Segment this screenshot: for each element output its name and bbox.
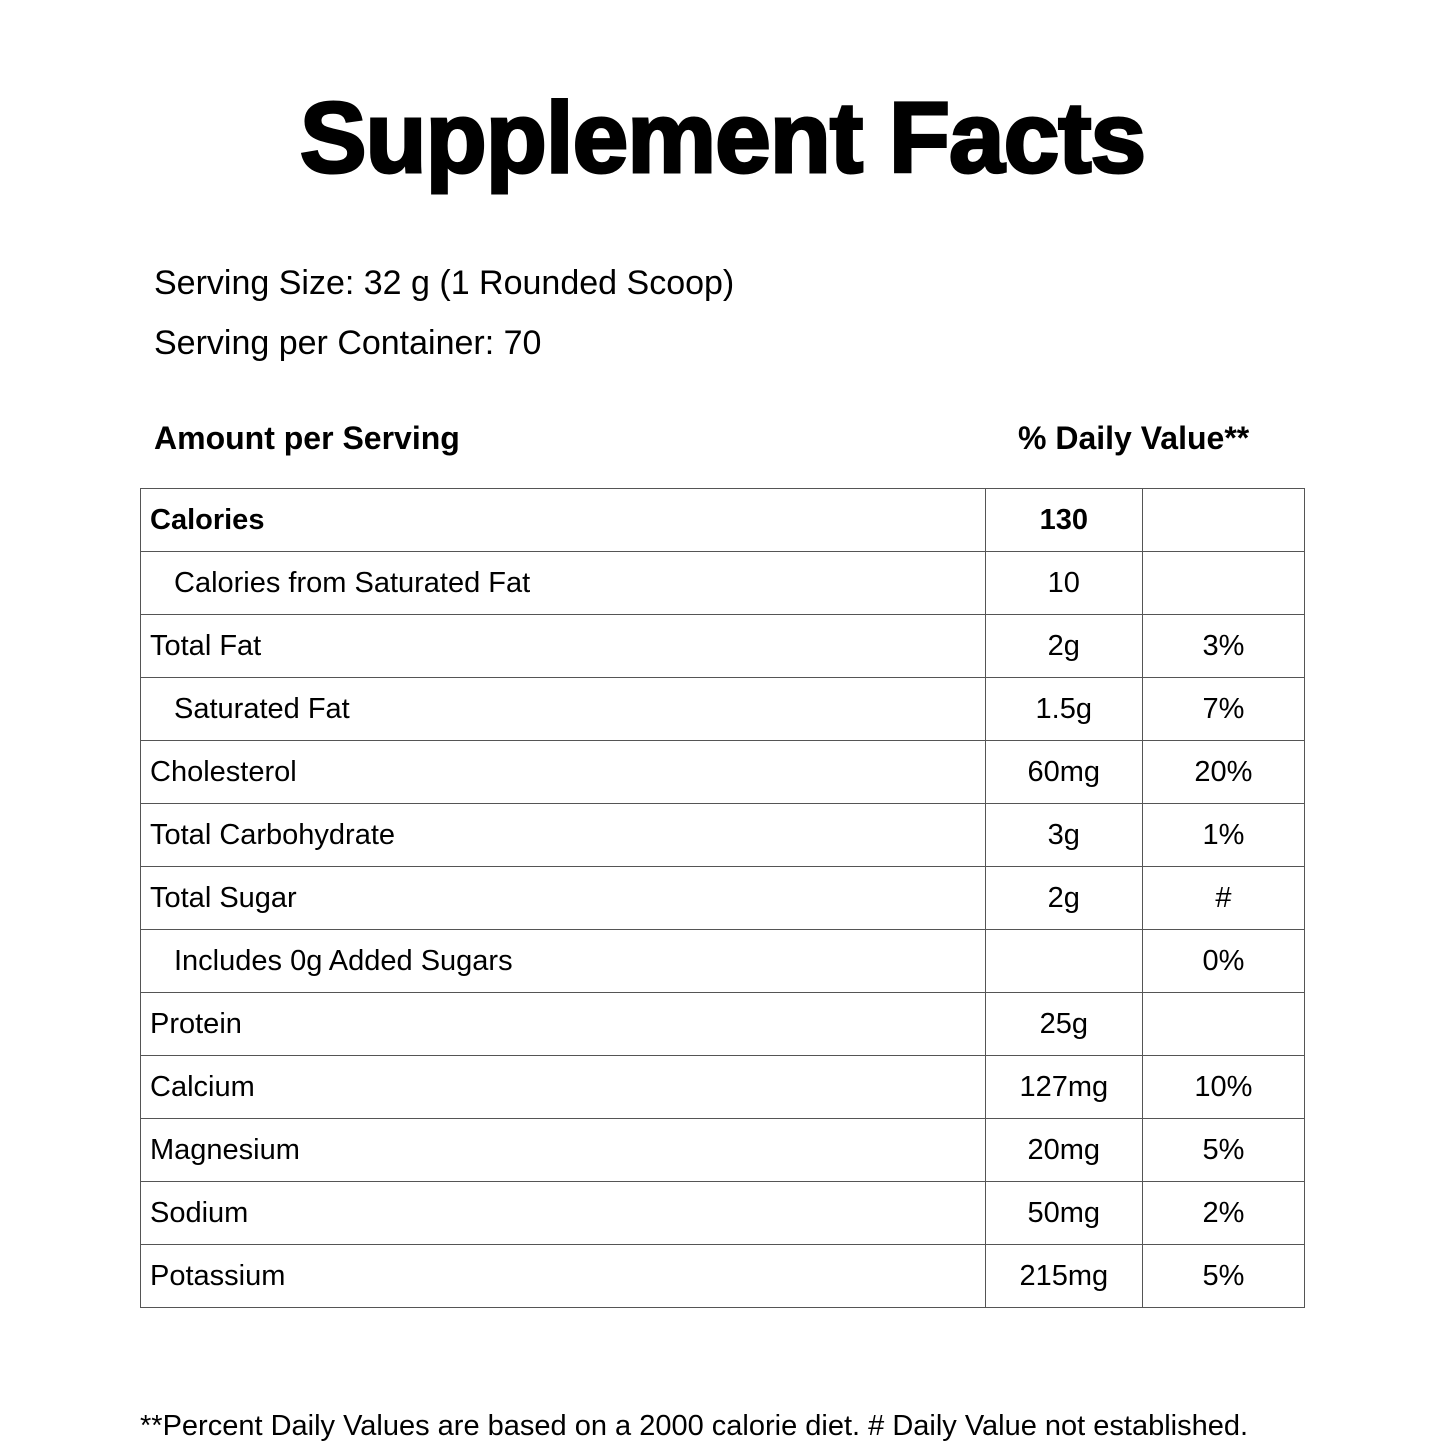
table-row xyxy=(141,804,1305,867)
nutrient-daily-value: 1% xyxy=(1142,804,1304,867)
daily-value-header: % Daily Value** xyxy=(1018,420,1250,456)
table-row xyxy=(141,1119,1305,1182)
nutrient-amount: 3g xyxy=(985,804,1142,867)
nutrient-amount: 215mg xyxy=(985,1245,1142,1308)
footnote: **Percent Daily Values are based on a 2000 calorie diet. # Daily Value not established. xyxy=(140,1410,1249,1442)
nutrient-daily-value: 5% xyxy=(1142,1119,1304,1182)
nutrient-daily-value: 3% xyxy=(1142,615,1304,678)
nutrient-name: Calories from Saturated Fat xyxy=(141,552,986,615)
serving-size: Serving Size: 32 g (1 Rounded Scoop) xyxy=(154,264,735,302)
nutrient-daily-value: 5% xyxy=(1142,1245,1304,1308)
nutrient-daily-value: 7% xyxy=(1142,678,1304,741)
table-row xyxy=(141,930,1305,993)
nutrient-name: Sodium xyxy=(141,1182,986,1245)
nutrient-daily-value xyxy=(1142,993,1304,1056)
nutrient-amount: 2g xyxy=(985,615,1142,678)
nutrient-amount: 127mg xyxy=(985,1056,1142,1119)
nutrient-daily-value: 2% xyxy=(1142,1182,1304,1245)
nutrient-amount: 1.5g xyxy=(985,678,1142,741)
table-row xyxy=(141,489,1305,552)
table-row xyxy=(141,1245,1305,1308)
nutrient-name: Saturated Fat xyxy=(141,678,986,741)
nutrient-name: Potassium xyxy=(141,1245,986,1308)
page-title: Supplement Facts xyxy=(299,82,1146,194)
table-row xyxy=(141,615,1305,678)
nutrient-daily-value xyxy=(1142,552,1304,615)
nutrition-table xyxy=(140,488,1305,1308)
servings-per-container: Serving per Container: 70 xyxy=(154,324,542,362)
nutrient-amount: 60mg xyxy=(985,741,1142,804)
table-row xyxy=(141,993,1305,1056)
nutrient-daily-value: 20% xyxy=(1142,741,1304,804)
nutrient-name: Protein xyxy=(141,993,986,1056)
table-row xyxy=(141,678,1305,741)
nutrient-daily-value: 0% xyxy=(1142,930,1304,993)
nutrient-name: Total Fat xyxy=(141,615,986,678)
nutrient-amount: 130 xyxy=(985,489,1142,552)
table-row xyxy=(141,552,1305,615)
nutrient-daily-value: 10% xyxy=(1142,1056,1304,1119)
nutrient-amount xyxy=(985,930,1142,993)
nutrient-amount: 10 xyxy=(985,552,1142,615)
nutrient-amount: 2g xyxy=(985,867,1142,930)
nutrient-name: Calcium xyxy=(141,1056,986,1119)
nutrient-daily-value xyxy=(1142,489,1304,552)
nutrient-amount: 25g xyxy=(985,993,1142,1056)
table-row xyxy=(141,741,1305,804)
nutrient-name: Cholesterol xyxy=(141,741,986,804)
nutrient-name: Includes 0g Added Sugars xyxy=(141,930,986,993)
nutrient-name: Calories xyxy=(141,489,986,552)
nutrient-name: Total Carbohydrate xyxy=(141,804,986,867)
nutrient-name: Total Sugar xyxy=(141,867,986,930)
table-row xyxy=(141,1182,1305,1245)
table-row xyxy=(141,1056,1305,1119)
nutrient-amount: 20mg xyxy=(985,1119,1142,1182)
amount-per-serving-header: Amount per Serving xyxy=(154,420,460,456)
table-row xyxy=(141,867,1305,930)
nutrient-name: Magnesium xyxy=(141,1119,986,1182)
nutrient-daily-value: # xyxy=(1142,867,1304,930)
nutrient-amount: 50mg xyxy=(985,1182,1142,1245)
